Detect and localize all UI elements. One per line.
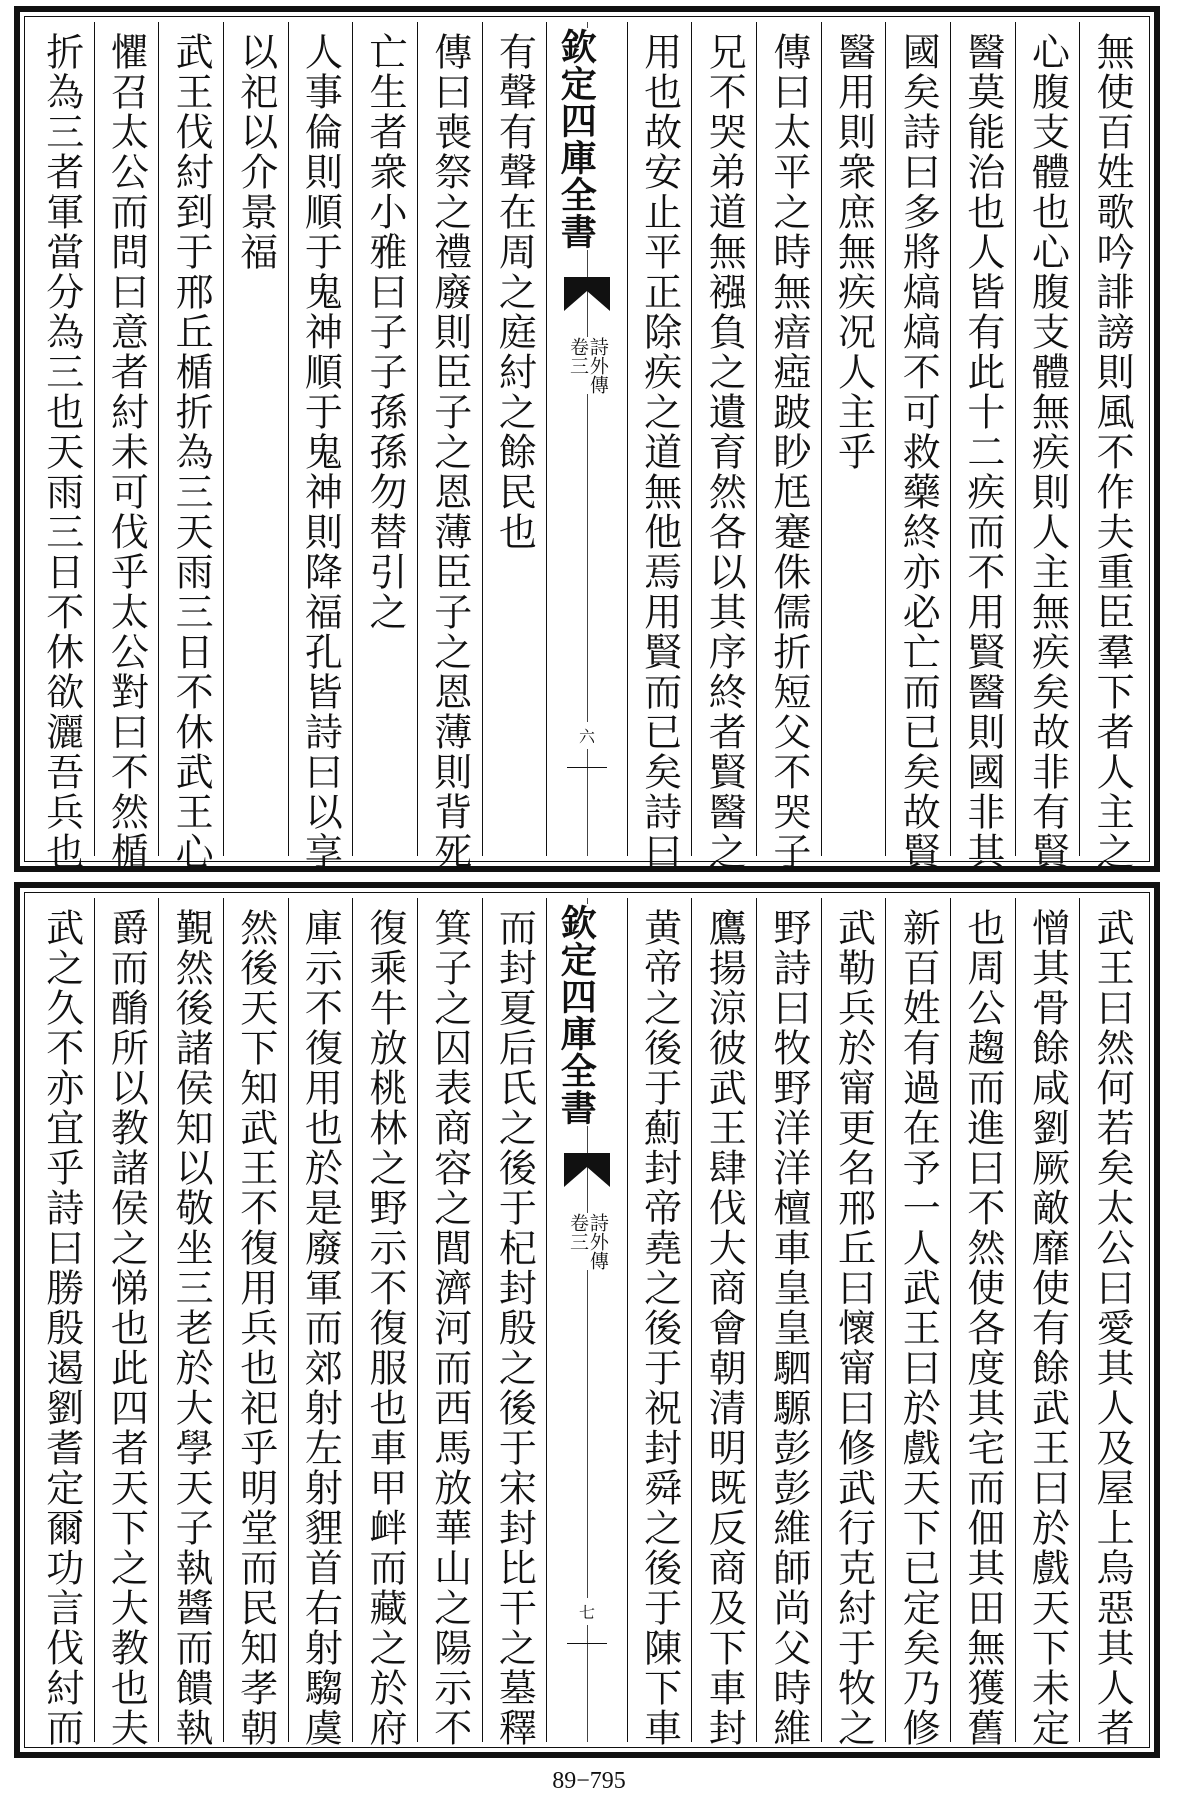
text-column (756, 22, 821, 872)
column-text: 醫莫能治也人皆有此十二疾而不用賢醫則國非其 (960, 32, 1005, 872)
column-text: 復乘牛放桃林之野示不復服也車甲衅而藏之於府 (363, 908, 408, 1748)
banxin-volume: 卷三 (566, 337, 589, 375)
column-text: 傳曰喪祭之禮廢則臣子之恩薄臣子之恩薄則背死 (427, 32, 472, 872)
banxin-divider (567, 1643, 607, 1644)
text-column (223, 898, 288, 1748)
text-column (1015, 898, 1080, 1748)
column-text: 然後天下知武王不復用兵也祀乎明堂而民知孝朝 (233, 908, 278, 1748)
column-text: 爵而酳所以教諸侯之悌也此四者天下之大教也夫 (104, 908, 149, 1748)
text-column (821, 898, 886, 1748)
text-column (223, 22, 288, 856)
column-text: 武勒兵於甯更名邢丘曰懷甯曰修武行克紂于牧之 (831, 908, 876, 1748)
text-column (288, 22, 353, 872)
fish-tail-mark-icon (564, 1153, 610, 1187)
text-column (30, 898, 94, 1748)
column-text: 心腹支體也心腹支體無疾則人主無疾矣故非有賢 (1025, 32, 1070, 872)
text-column (417, 22, 482, 872)
column-text: 也周公趨而進曰不然使各度其宅而佃其田無獲舊 (960, 908, 1005, 1748)
column-text: 亡生者衆小雅曰子子孫孫勿替引之 (363, 32, 408, 632)
banxin-volume: 卷三 (566, 1213, 589, 1251)
text-column (950, 22, 1015, 872)
text-column (482, 22, 547, 856)
column-text: 武王伐紂到于邢丘楯折為三天雨三日不休武王心 (169, 32, 214, 872)
column-text: 用也故安止平正除疾之道無他焉用賢而已矣詩曰 (637, 32, 682, 872)
text-column (158, 898, 223, 1748)
column-text: 覲然後諸侯知以敬坐三老於大學天子執醬而饋執 (169, 908, 214, 1748)
column-text: 人事倫則順于鬼神順于鬼神則降福孔皆詩曰以享 (298, 32, 343, 872)
text-column (482, 898, 547, 1748)
column-text: 醫用則衆庶無疾况人主乎 (831, 32, 876, 472)
text-column (417, 898, 482, 1748)
lower-column-row (30, 898, 1144, 1748)
center-fold-banxin (546, 22, 627, 856)
text-column (950, 898, 1015, 1748)
column-text: 國矣詩曰多將熇熇不可救藥終亦必亡而已矣故賢 (896, 32, 941, 872)
upper-column-row (30, 22, 1144, 872)
text-column (1079, 898, 1144, 1748)
text-column (352, 898, 417, 1748)
column-text: 庫示不復用也於是廢軍而郊射左射貍首右射騶虞 (298, 908, 343, 1748)
text-column (30, 22, 94, 872)
banxin-book-title: 詩外傳 (586, 337, 609, 394)
column-text: 武王曰然何若矣太公曰愛其人及屋上烏惡其人者 (1090, 908, 1135, 1748)
fish-tail-mark-icon (564, 277, 610, 311)
column-text: 野詩曰牧野洋洋檀車皇皇駟騵彭彭維師尚父時維 (766, 908, 811, 1748)
text-column (691, 898, 756, 1748)
text-column (94, 22, 159, 872)
text-column (627, 898, 692, 1748)
column-text: 憎其骨餘咸劉厥敵靡使有餘武王曰於戲天下未定 (1025, 908, 1070, 1748)
banxin-title: 欽定四庫全書 (551, 904, 602, 1126)
column-text: 鷹揚涼彼武王肆伐大商會朝清明既反商及下車封 (702, 908, 747, 1748)
banxin-title: 欽定四庫全書 (551, 28, 602, 250)
page-footer-number: 89−795 (552, 1768, 626, 1794)
text-column (352, 22, 417, 856)
text-column (288, 898, 353, 1748)
column-text: 以祀以介景福 (233, 32, 278, 272)
column-text: 武之久不亦宜乎詩曰勝殷遏劉耆定爾功言伐紂而 (39, 908, 84, 1748)
text-column (1015, 22, 1080, 872)
column-text: 兄不哭弟道無襁負之遺育然各以其序終者賢醫之 (702, 32, 747, 872)
text-column (885, 22, 950, 872)
banxin-book-title: 詩外傳 (586, 1213, 609, 1270)
column-text: 黄帝之後于薊封帝堯之後于祝封舜之後于陳下車 (637, 908, 682, 1748)
column-text: 而封夏后氏之後于杞封殷之後于宋封比干之墓釋 (492, 908, 537, 1748)
center-fold-banxin (546, 898, 627, 1742)
text-column (756, 898, 821, 1748)
column-text: 新百姓有過在予一人武王曰於戲天下已定矣乃修 (896, 908, 941, 1748)
text-column (627, 22, 692, 872)
column-text: 折為三者軍當分為三也天雨三日不休欲灑吾兵也 (39, 32, 84, 872)
banxin-divider (567, 767, 607, 768)
text-column (1079, 22, 1144, 872)
column-text: 有聲有聲在周之庭紂之餘民也 (492, 32, 537, 552)
upper-page-panel (14, 6, 1160, 872)
text-column (158, 22, 223, 872)
text-column (691, 22, 756, 872)
column-text: 無使百姓歌吟誹謗則風不作夫重臣羣下者人主之 (1090, 32, 1135, 872)
lower-page-panel (14, 882, 1160, 1758)
banxin-subtitle (567, 337, 607, 394)
text-column (821, 22, 886, 856)
banxin-page-number: 六 (577, 722, 597, 749)
banxin-page-number: 七 (577, 1598, 597, 1625)
column-text: 傳曰太平之時無瘖瘂跛眇尪蹇侏儒折短父不哭子 (766, 32, 811, 872)
banxin-subtitle (567, 1213, 607, 1270)
text-column (885, 898, 950, 1748)
text-column (94, 898, 159, 1748)
column-text: 箕子之囚表商容之閭濟河而西馬放華山之陽示不 (427, 908, 472, 1748)
column-text: 懼召太公而問曰意者紂未可伐乎太公對曰不然楯 (104, 32, 149, 872)
